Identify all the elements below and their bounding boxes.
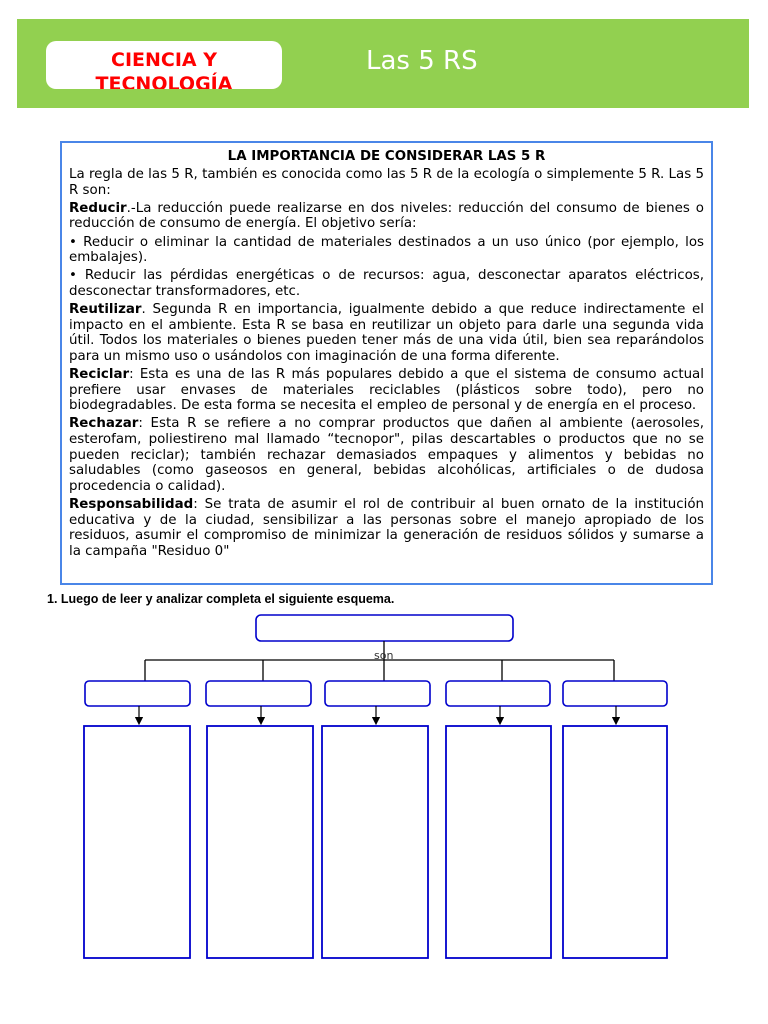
reducir-text: .-La reducción puede realizarse en dos niveles: reducción del consumo de bienes o reducción de consumo de energía. El objetivo sería: bbox=[69, 200, 704, 232]
reutilizar-text: . Segunda R en importancia, igualmente debido a que reduce indirectamente el impacto en el ambiente. Esta R se basa en reutilizar un objeto para darle una segunda vida útil. Todos los materiales o bienes pueden tener más de una vida útil, bien sea reparándolos para un mismo uso o usándolos con imaginación de una forma diferente. bbox=[69, 302, 704, 364]
reducir-term: Reducir bbox=[69, 200, 127, 216]
answer-box-1[interactable] bbox=[84, 726, 190, 958]
bullet-item: • Reducir las pérdidas energéticas o de recursos: agua, desconectar aparatos eléctricos, desconectar transformadores, etc. bbox=[69, 268, 704, 299]
rechazar-term: Rechazar bbox=[69, 416, 139, 432]
main-concept-box[interactable] bbox=[256, 615, 513, 641]
responsabilidad-term: Responsabilidad bbox=[69, 497, 194, 513]
reciclar-text: : Esta es una de las R más populares debido a que el sistema de consumo actual prefiere usar envases de materiales reciclables (plásticos sobre todo), pero no biodegradables. De esta forma se necesita el empleo de personal y de energía en el proceso. bbox=[69, 367, 704, 414]
exercise-instruction: 1. Luego de leer y analizar completa el siguiente esquema. bbox=[47, 592, 395, 606]
concept-box-2[interactable] bbox=[206, 681, 311, 706]
answer-box-2[interactable] bbox=[207, 726, 313, 958]
bullet-item: • Reducir o eliminar la cantidad de materiales destinados a un uso único (por ejemplo, los embalajes). bbox=[69, 234, 704, 266]
reutilizar-term: Reutilizar bbox=[69, 302, 142, 318]
connector-label: son bbox=[374, 649, 394, 662]
rechazar-text: : Esta R se refiere a no comprar productos que dañen al ambiente (aerosoles, esterofam, poliestireno mal llamado “tecnopor", pilas descartables o productos que no se pueden reciclar); también rechazar demasiados empaques y alimentos y bebidas no saludables (como gaseosos en general, bebidas alcohólicas, artificiales o de dudosa procedencia o calidad). bbox=[69, 416, 704, 494]
answer-box-4[interactable] bbox=[446, 726, 551, 958]
reading-title: LA IMPORTANCIA DE CONSIDERAR LAS 5 R bbox=[227, 149, 546, 164]
concept-box-3[interactable] bbox=[325, 681, 430, 706]
answer-box-3[interactable] bbox=[322, 726, 428, 958]
page-title: Las 5 RS bbox=[366, 46, 478, 76]
reciclar-term: Reciclar bbox=[69, 367, 130, 383]
responsabilidad-text: : Se trata de asumir el rol de contribuir al buen ornato de la institución educativa y de la ciudad, sensibilizar a las personas sobre el manejo apropiado de los residuos, asumir el compromiso de minimizar la generación de residuos sólidos y sumarse a la campaña "Residuo 0" bbox=[69, 497, 704, 559]
intro-paragraph: La regla de las 5 R, también es conocida como las 5 R de la ecología o simplemente 5 R. Las 5 R son: bbox=[69, 167, 704, 198]
concept-box-4[interactable] bbox=[446, 681, 550, 706]
concept-box-1[interactable] bbox=[85, 681, 190, 706]
concept-box-5[interactable] bbox=[563, 681, 667, 706]
answer-box-5[interactable] bbox=[563, 726, 667, 958]
subject-label: CIENCIA Y TECNOLOGÍA bbox=[95, 49, 233, 89]
